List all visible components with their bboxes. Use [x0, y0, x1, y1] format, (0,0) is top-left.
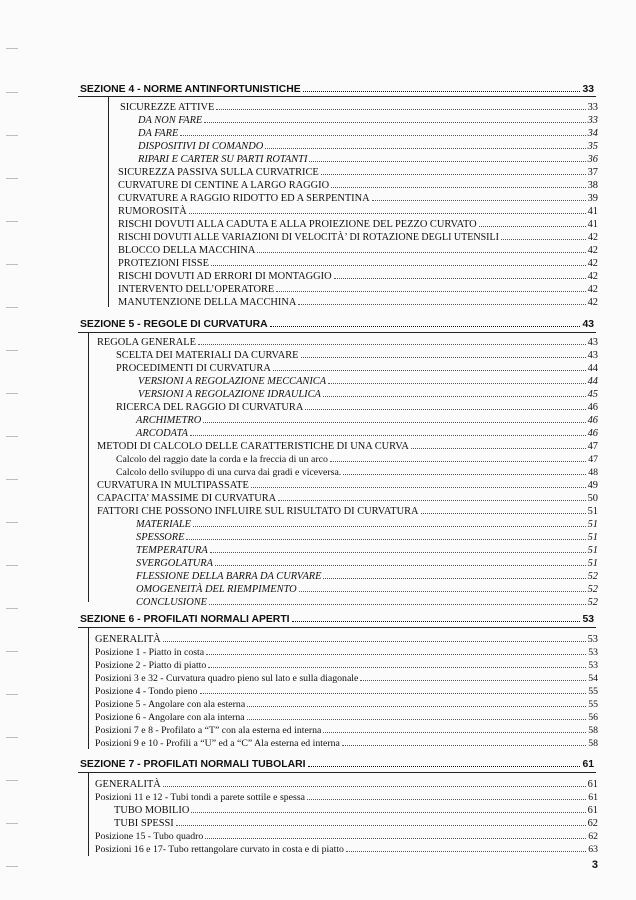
entry-label: DISPOSITIVI DI COMANDO	[138, 141, 264, 152]
dot-leader	[330, 453, 586, 462]
dot-leader	[208, 659, 586, 668]
toc-entry	[118, 270, 598, 283]
dot-leader	[421, 505, 586, 514]
margin-mark	[6, 651, 18, 652]
entry-page: 52	[587, 597, 598, 608]
entry-label: SPESSORE	[136, 532, 185, 543]
margin-mark	[6, 565, 18, 566]
toc-entry	[116, 466, 598, 479]
toc-entry	[136, 427, 598, 440]
dot-leader	[180, 127, 585, 136]
margin-mark	[6, 393, 18, 394]
entry-page: 42	[587, 258, 598, 269]
entry-label: RIPARI E CARTER SU PARTI ROTANTI	[138, 154, 308, 165]
dot-leader	[342, 737, 586, 746]
page-number: 3	[591, 859, 598, 871]
entry-label: Posizione 2 - Piatto di piatto	[95, 660, 207, 671]
dot-leader	[273, 362, 586, 371]
dot-leader	[209, 596, 586, 605]
entry-label: TEMPERATURA	[136, 545, 208, 556]
entry-page: 51	[587, 532, 598, 543]
entry-label: DA FARE	[138, 128, 179, 139]
dot-leader	[206, 646, 586, 655]
entry-label: FLESSIONE DELLA BARRA DA CURVARE	[136, 571, 322, 582]
dot-leader	[278, 492, 585, 501]
dot-leader	[200, 685, 587, 694]
toc-entry	[118, 192, 598, 205]
dot-leader	[298, 296, 585, 305]
entry-label: CURVATURE A RAGGIO RIDOTTO ED A SERPENTINA	[118, 193, 370, 204]
entry-label: RISCHI DOVUTI AD ERRORI DI MONTAGGIO	[118, 271, 332, 282]
entry-label: PROTEZIONI FISSE	[118, 258, 209, 269]
entry-label: ARCHIMETRO	[136, 415, 202, 426]
toc-entry	[114, 817, 598, 830]
entry-page: 44	[587, 363, 598, 374]
toc-entry	[118, 231, 598, 244]
entry-page: 62	[587, 818, 598, 829]
toc-entry	[136, 531, 598, 544]
toc-entry	[118, 296, 598, 309]
dot-leader	[343, 466, 586, 475]
toc-entry	[138, 388, 598, 401]
entry-page: 52	[587, 584, 598, 595]
entry-page: 44	[587, 376, 598, 387]
toc-entry	[95, 659, 598, 672]
dot-leader	[334, 270, 586, 279]
entry-page: 61	[588, 792, 598, 803]
margin-mark	[6, 737, 18, 738]
entry-label: SICUREZZA PASSIVA SULLA CURVATRICE	[118, 167, 319, 178]
entry-label: TUBO MOBILIO	[114, 805, 190, 816]
toc-entry	[95, 843, 598, 856]
entry-page: 56	[588, 712, 598, 723]
dot-leader	[211, 257, 586, 266]
entry-label: RISCHI DOVUTI ALLA CADUTA E ALLA PROIEZIONE DEL PEZZO CURVATO	[118, 219, 477, 230]
toc-entry	[95, 778, 598, 791]
entry-page: 58	[588, 738, 598, 749]
dot-leader	[301, 349, 586, 358]
dot-leader	[479, 218, 586, 227]
dot-leader	[328, 375, 586, 384]
toc-entry	[116, 453, 598, 466]
margin-mark	[6, 350, 18, 351]
entry-page: 46	[587, 415, 598, 426]
margin-mark	[6, 608, 18, 609]
toc-entry	[116, 401, 598, 414]
toc-entry	[95, 685, 598, 698]
entry-page: 50	[587, 493, 598, 504]
entry-label: METODI DI CALCOLO DELLE CARATTERISTICHE DI UNA CURVA	[97, 441, 409, 452]
toc-entry	[138, 114, 598, 127]
entry-label: Posizioni 11 e 12 - Tubi tondi a parete sottile e spessa	[95, 792, 305, 803]
section-left-rule	[108, 96, 109, 307]
dot-leader	[163, 778, 586, 787]
section-title: SEZIONE 4 - NORME ANTINFORTUNISTICHE	[80, 84, 301, 95]
entry-page: 37	[587, 167, 598, 178]
dot-leader	[205, 830, 586, 839]
entry-page: 38	[587, 180, 598, 191]
margin-mark	[6, 436, 18, 437]
dot-leader	[190, 427, 586, 436]
entry-label: CURVATURE DI CENTINE A LARGO RAGGIO	[118, 180, 330, 191]
entry-page: 61	[587, 779, 598, 790]
section-left-rule	[88, 332, 89, 602]
entry-label: GENERALITÀ	[95, 779, 161, 790]
entry-page: 53	[588, 647, 598, 658]
entry-page: 41	[587, 219, 598, 230]
section-heading	[80, 318, 594, 332]
margin-mark	[6, 823, 18, 824]
toc-entry	[136, 557, 598, 570]
entry-page: 43	[587, 350, 598, 361]
margin-mark	[6, 264, 18, 265]
entry-page: 33	[587, 102, 598, 113]
section-top-rule	[78, 96, 596, 97]
dot-leader	[216, 101, 585, 110]
entry-page: 47	[587, 441, 598, 452]
entry-label: Posizioni 16 e 17- Tubo rettangolare curvato in costa e di piatto	[95, 844, 344, 855]
entry-page: 58	[588, 725, 598, 736]
entry-label: OMOGENEITÀ DEL RIEMPIMENTO	[136, 584, 297, 595]
entry-label: Calcolo dello sviluppo di una curva dai gradi e viceversa.	[116, 467, 342, 478]
margin-mark	[6, 92, 18, 93]
entry-page: 42	[588, 232, 598, 243]
section-page: 33	[582, 84, 594, 95]
entry-label: Posizione 15 - Tubo quadro	[95, 831, 204, 842]
entry-page: 33	[587, 115, 598, 126]
dot-leader	[323, 724, 586, 733]
toc-entry	[95, 830, 598, 843]
entry-label: GENERALITÀ	[95, 634, 161, 645]
toc-entry	[95, 672, 598, 685]
toc-entry	[116, 349, 598, 362]
toc-entry	[95, 791, 598, 804]
entry-page: 42	[587, 297, 598, 308]
dot-leader	[265, 140, 585, 149]
toc-entry	[95, 724, 598, 737]
entry-page: 49	[587, 480, 598, 491]
entry-page: 51	[587, 558, 598, 569]
toc-entry	[136, 414, 598, 427]
toc-entry	[95, 646, 598, 659]
dot-leader	[411, 440, 586, 449]
toc-entry	[95, 711, 598, 724]
dot-leader	[210, 544, 586, 553]
entry-label: ARCODATA	[136, 428, 188, 439]
entry-page: 39	[587, 193, 598, 204]
section-page: 43	[582, 319, 594, 330]
entry-label: SVERGOLATURA	[136, 558, 213, 569]
section-top-rule	[78, 332, 596, 333]
toc-entry	[118, 179, 598, 192]
entry-label: BLOCCO DELLA MACCHINA	[118, 245, 256, 256]
dot-leader	[299, 583, 586, 592]
entry-page: 46	[587, 402, 598, 413]
section-heading	[80, 758, 594, 772]
margin-mark	[6, 178, 18, 179]
margin-mark	[6, 135, 18, 136]
toc-entry	[136, 518, 598, 531]
margin-mark	[6, 479, 18, 480]
toc-entry	[97, 440, 598, 453]
toc-entry	[136, 596, 598, 609]
toc-entry	[95, 633, 598, 646]
entry-label: TUBI SPESSI	[114, 818, 174, 829]
section-top-rule	[78, 772, 596, 773]
entry-page: 55	[588, 686, 598, 697]
margin-mark	[6, 780, 18, 781]
entry-label: Calcolo del raggio date la corda e la freccia di un arco	[116, 454, 328, 465]
entry-label: Posizione 5 - Angolare con ala esterna	[95, 699, 246, 710]
section-title: SEZIONE 7 - PROFILATI NORMALI TUBOLARI	[80, 759, 306, 770]
entry-label: VERSIONI A REGOLAZIONE IDRAULICA	[138, 389, 321, 400]
entry-page: 42	[587, 284, 598, 295]
entry-label: CONCLUSIONE	[136, 597, 208, 608]
toc-entry	[118, 166, 598, 179]
entry-label: Posizioni 9 e 10 - Profili a “U” ed a “C” Ala esterna ed interna	[95, 738, 340, 749]
entry-label: RISCHI DOVUTI ALLE VARIAZIONI DI VELOCITÀ’ DI ROTAZIONE DEGLI UTENSILI	[118, 232, 499, 243]
entry-page: 53	[587, 634, 598, 645]
entry-label: MATERIALE	[136, 519, 192, 530]
dot-leader	[189, 205, 586, 214]
dot-leader	[193, 518, 586, 527]
toc-entry	[138, 153, 598, 166]
entry-label: SICUREZZE ATTIVE	[120, 102, 215, 113]
dot-leader	[198, 336, 586, 345]
entry-page: 51	[587, 519, 598, 530]
dot-leader	[191, 804, 585, 813]
dot-leader	[360, 672, 586, 681]
dot-leader	[307, 791, 586, 800]
section-title: SEZIONE 6 - PROFILATI NORMALI APERTI	[80, 614, 290, 625]
dot-leader	[251, 479, 586, 488]
entry-page: 47	[588, 454, 598, 465]
entry-label: FATTORI CHE POSSONO INFLUIRE SUL RISULTATO DI CURVATURA	[97, 506, 419, 517]
entry-page: 55	[588, 699, 598, 710]
margin-mark	[6, 307, 18, 308]
toc-entry	[120, 101, 598, 114]
entry-page: 35	[587, 141, 598, 152]
dot-leader	[346, 843, 586, 852]
entry-page: 61	[587, 805, 598, 816]
toc-entry	[116, 362, 598, 375]
entry-label: VERSIONI A REGOLAZIONE MECCANICA	[138, 376, 327, 387]
toc-entry	[118, 283, 598, 296]
entry-page: 41	[587, 206, 598, 217]
dot-leader	[276, 283, 585, 292]
entry-page: 52	[587, 571, 598, 582]
entry-label: Posizioni 3 e 32 - Curvatura quadro pieno sul lato e sulla diagonale	[95, 673, 359, 684]
entry-label: Posizioni 7 e 8 - Profilato a “T” con ala esterna ed interna	[95, 725, 322, 736]
entry-page: 51	[587, 545, 598, 556]
entry-label: RICERCA DEL RAGGIO DI CURVATURA	[116, 402, 304, 413]
entry-page: 48	[588, 467, 598, 478]
dot-leader	[292, 613, 581, 622]
entry-page: 34	[587, 128, 598, 139]
margin-mark	[6, 221, 18, 222]
entry-page: 62	[588, 831, 598, 842]
section-heading	[80, 613, 594, 627]
toc-entry	[118, 205, 598, 218]
dot-leader	[308, 758, 581, 767]
dot-leader	[323, 388, 586, 397]
entry-label: MANUTENZIONE DELLA MACCHINA	[118, 297, 297, 308]
entry-label: REGOLA GENERALE	[97, 337, 196, 348]
dot-leader	[321, 166, 586, 175]
toc-entry	[114, 804, 598, 817]
entry-page: 36	[587, 154, 598, 165]
section-left-rule	[88, 627, 89, 749]
entry-page: 63	[588, 844, 598, 855]
dot-leader	[331, 179, 585, 188]
dot-leader	[309, 153, 585, 162]
entry-page: 46	[587, 428, 598, 439]
dot-leader	[501, 231, 586, 240]
entry-label: Posizione 4 - Tondo pieno	[95, 686, 198, 697]
toc-entry	[97, 479, 598, 492]
margin-mark	[6, 522, 18, 523]
toc-entry	[95, 737, 598, 750]
dot-leader	[204, 114, 585, 123]
toc-entry	[97, 336, 598, 349]
toc-entry	[136, 570, 598, 583]
section-title: SEZIONE 5 - REGOLE DI CURVATURA	[80, 319, 268, 330]
toc-entry	[118, 244, 598, 257]
dot-leader	[257, 244, 585, 253]
entry-label: DA NON FARE	[138, 115, 203, 126]
toc-entry	[118, 218, 598, 231]
toc-entry	[136, 544, 598, 557]
dot-leader	[247, 711, 587, 720]
margin-mark	[6, 866, 18, 867]
entry-label: Posizione 6 - Angolare con ala interna	[95, 712, 245, 723]
entry-page: 54	[588, 673, 598, 684]
margin-mark	[6, 694, 18, 695]
dot-leader	[270, 318, 581, 327]
entry-page: 42	[587, 245, 598, 256]
dot-leader	[247, 698, 586, 707]
entry-label: SCELTA DEI MATERIALI DA CURVARE	[116, 350, 299, 361]
section-top-rule	[78, 627, 596, 628]
dot-leader	[163, 633, 586, 642]
toc-entry	[95, 698, 598, 711]
section-heading	[80, 83, 594, 97]
entry-label: PROCEDIMENTI DI CURVATURA	[116, 363, 271, 374]
dot-leader	[305, 401, 585, 410]
dot-leader	[323, 570, 585, 579]
toc-entry	[138, 127, 598, 140]
entry-page: 42	[587, 271, 598, 282]
entry-label: Posizione 1 - Piatto in costa	[95, 647, 205, 658]
margin-mark	[6, 48, 18, 49]
toc-entry	[97, 505, 598, 518]
toc-entry	[97, 492, 598, 505]
entry-page: 43	[587, 337, 598, 348]
section-page: 61	[582, 759, 594, 770]
dot-leader	[372, 192, 586, 201]
dot-leader	[215, 557, 586, 566]
entry-label: CURVATURA IN MULTIPASSATE	[97, 480, 249, 491]
entry-page: 45	[587, 389, 598, 400]
dot-leader	[303, 83, 581, 92]
entry-page: 53	[588, 660, 598, 671]
toc-entry	[136, 583, 598, 596]
entry-label: INTERVENTO DELL’OPERATORE	[118, 284, 275, 295]
entry-label: RUMOROSITÀ	[118, 206, 187, 217]
toc-entry	[118, 257, 598, 270]
dot-leader	[186, 531, 585, 540]
toc-entry	[138, 140, 598, 153]
entry-page: 51	[587, 506, 598, 517]
section-page: 53	[582, 614, 594, 625]
dot-leader	[176, 817, 586, 826]
entry-label: CAPACITA’ MASSIME DI CURVATURA	[97, 493, 277, 504]
dot-leader	[203, 414, 585, 423]
section-left-rule	[88, 772, 89, 856]
toc-entry	[138, 375, 598, 388]
